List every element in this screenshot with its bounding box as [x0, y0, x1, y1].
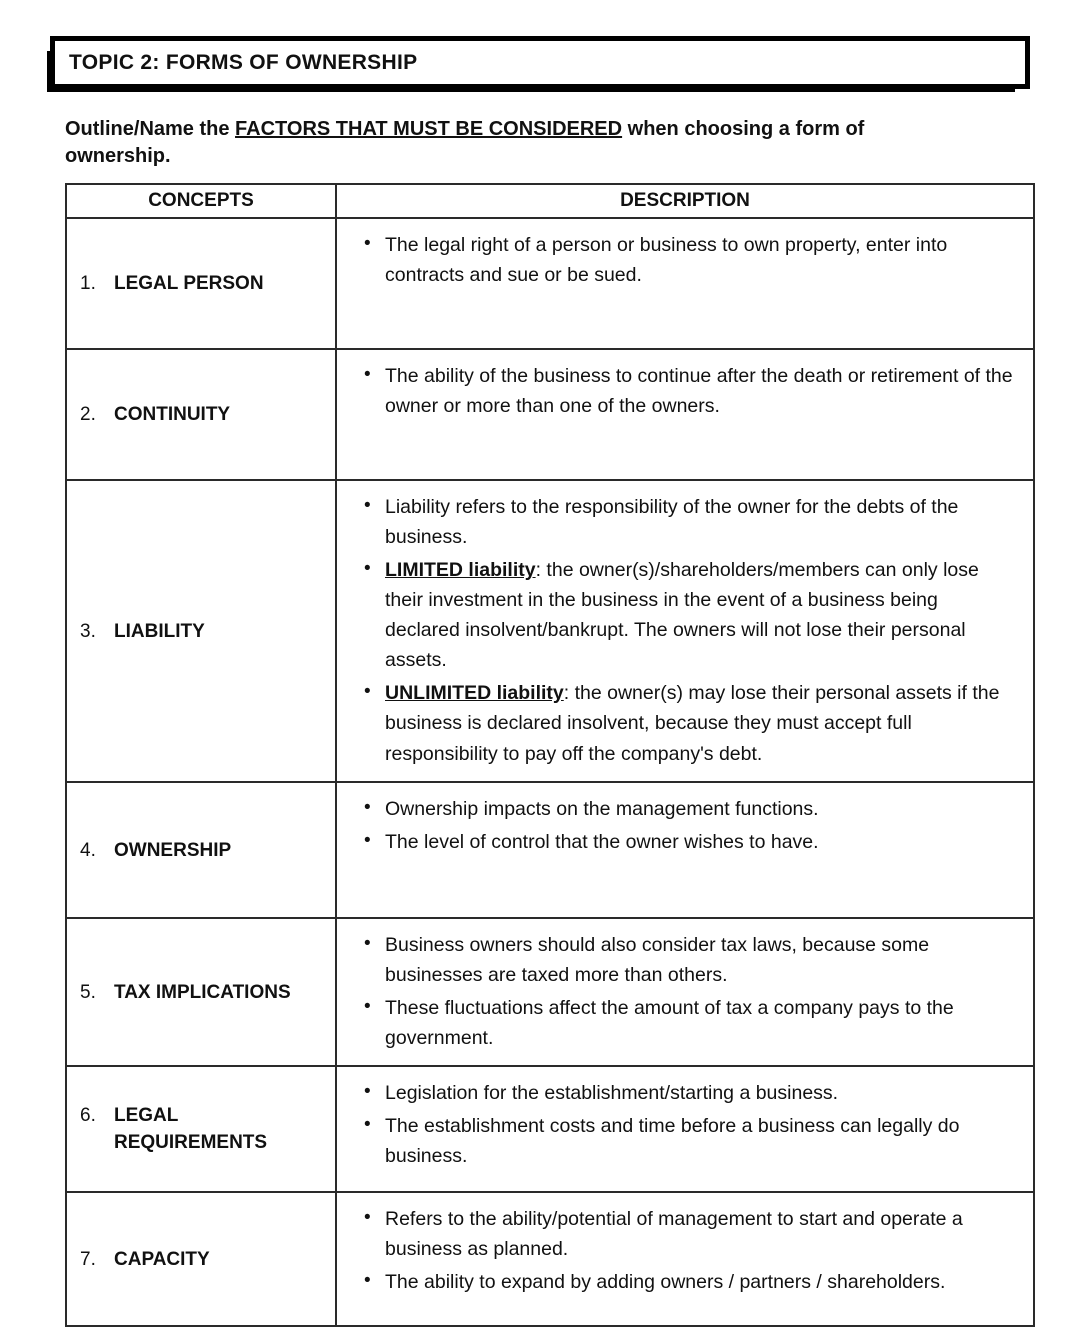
description-list: [361, 930, 1017, 1053]
header-description: DESCRIPTION: [336, 184, 1034, 218]
concept-cell: [66, 218, 336, 349]
description-cell: [336, 918, 1034, 1066]
description-bullet: • The level of control that the owner wishes to have.: [361, 827, 1017, 857]
description-cell: [336, 349, 1034, 480]
concept-line: [80, 401, 327, 429]
intro-text: [65, 116, 933, 170]
bullet-lead-term: UNLIMITED liability: [385, 682, 564, 705]
description-list: [361, 1204, 1017, 1297]
description-cell: [336, 1066, 1034, 1192]
concepts-table: [65, 183, 1035, 1327]
concept-number: 6.: [80, 1104, 96, 1126]
concept-cell: [66, 782, 336, 918]
description-list: [361, 1078, 1017, 1171]
concept-name: LEGAL PERSON: [114, 273, 264, 295]
table-row: [66, 1192, 1034, 1326]
concepts-table-header: [66, 184, 1034, 218]
topic-title-box: [50, 36, 1030, 89]
concept-cell: [66, 1066, 336, 1192]
table-row: [66, 349, 1034, 480]
concepts-table-body: [66, 218, 1034, 1326]
description-bullet: • The establishment costs and time before a business can legally do business.: [361, 1111, 1017, 1171]
description-bullet: • Liability refers to the responsibility of the owner for the debts of the business.: [361, 492, 1017, 552]
description-bullet: • Ownership impacts on the management functions.: [361, 794, 1017, 824]
intro-prefix: Outline/Name the: [65, 118, 236, 140]
description-bullet: • UNLIMITED liability: the owner(s) may lose their personal assets if the business is declared insolvent, because they must accept full responsibility to pay off the company's debt.: [361, 678, 1017, 768]
concept-line: [80, 1246, 327, 1274]
bullet-lead-term: LIMITED liability: [385, 559, 536, 582]
description-list: [361, 492, 1017, 768]
table-row: [66, 918, 1034, 1066]
description-list: [361, 361, 1017, 421]
concept-name: TAX IMPLICATIONS: [114, 981, 291, 1003]
description-cell: [336, 1192, 1034, 1326]
description-bullet: • LIMITED liability: the owner(s)/shareholders/members can only lose their investment in the business in the event of a business being declared insolvent/bankrupt. The owners will not lose their personal assets.: [361, 555, 1017, 675]
concept-cell: [66, 480, 336, 782]
description-cell: [336, 218, 1034, 349]
description-bullet: • Business owners should also consider tax laws, because some businesses are taxed more than others.: [361, 930, 1017, 990]
concept-cell: [66, 1192, 336, 1326]
description-list: [361, 794, 1017, 857]
concept-line: [80, 1102, 327, 1157]
description-bullet: • The ability of the business to continue after the death or retirement of the owner or more than one of the owners.: [361, 361, 1017, 421]
concept-name: LIABILITY: [114, 620, 205, 642]
header-concepts: CONCEPTS: [66, 184, 336, 218]
intro-suffix: when choosing a form of ownership.: [65, 118, 865, 168]
description-bullet: • Refers to the ability/potential of management to start and operate a business as planned.: [361, 1204, 1017, 1264]
concept-name: OWNERSHIP: [114, 839, 232, 861]
concept-number: 4.: [80, 839, 96, 861]
concept-line: [80, 837, 327, 865]
table-row: [66, 218, 1034, 349]
description-bullet: • The ability to expand by adding owners / partners / shareholders.: [361, 1267, 1017, 1297]
description-bullet: • These fluctuations affect the amount of tax a company pays to the government.: [361, 993, 1017, 1053]
concept-name: CONTINUITY: [114, 404, 231, 426]
intro-underlined: FACTORS THAT MUST BE CONSIDERED: [235, 118, 623, 140]
table-row: [66, 480, 1034, 782]
description-bullet: • The legal right of a person or business to own property, enter into contracts and sue or be sued.: [361, 230, 1017, 290]
table-row: [66, 782, 1034, 918]
concept-cell: [66, 349, 336, 480]
description-cell: [336, 480, 1034, 782]
concept-number: 2.: [80, 404, 96, 426]
concept-name: LEGAL REQUIREMENTS: [114, 1104, 268, 1154]
concept-number: 7.: [80, 1248, 96, 1270]
description-list: [361, 230, 1017, 290]
description-cell: [336, 782, 1034, 918]
concept-line: [80, 618, 327, 646]
description-bullet: • Legislation for the establishment/starting a business.: [361, 1078, 1017, 1108]
concept-number: 5.: [80, 981, 96, 1003]
concept-line: [80, 270, 327, 298]
topic-title: TOPIC 2: FORMS OF OWNERSHIP: [69, 51, 418, 74]
header-row: [66, 184, 1034, 218]
table-row: [66, 1066, 1034, 1192]
concept-name: CAPACITY: [114, 1248, 210, 1270]
concept-cell: [66, 918, 336, 1066]
concept-number: 3.: [80, 620, 96, 642]
concept-number: 1.: [80, 273, 96, 295]
concept-line: [80, 979, 327, 1007]
